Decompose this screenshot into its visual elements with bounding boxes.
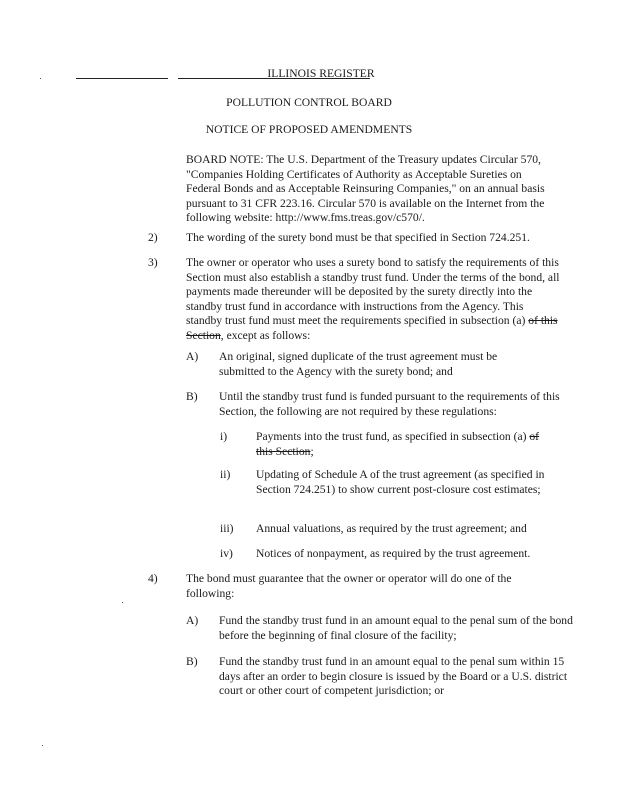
- register-title: ILLINOIS REGISTER: [267, 67, 375, 80]
- item-3-struck-text: of this Section: [186, 314, 558, 342]
- item-3biii-text: Annual valuations, as required by the trust agreement; and: [256, 522, 527, 535]
- item-3biv-number: iv): [220, 547, 233, 560]
- item-3biii-number: iii): [220, 522, 234, 535]
- item-3-text: [186, 256, 560, 344]
- item-4a-number: A): [186, 614, 199, 627]
- item-2-text: The wording of the surety bond must be that specified in Section 724.251.: [186, 231, 530, 244]
- item-3bii-number: ii): [220, 468, 231, 481]
- item-2-number: 2): [148, 231, 158, 244]
- item-4b-text: Fund the standby trust fund in an amount equal to the penal sum within 15 days after an order to begin closure is issued by the Board or a U.S. district court or other court of competent jurisdiction; or: [219, 655, 568, 698]
- item-3bii-text: Updating of Schedule A of the trust agreement (as specified in Section 724.251) to show current post-closure cost estimates;: [256, 468, 545, 496]
- board-note: BOARD NOTE: The U.S. Department of the Treasury updates Circular 570, "Companies Holding Certificates of Authority as Acceptable Sureties on Federal Bonds and as Acceptable Reinsuring Companies," on an annual basis pursuant to 31 CFR 223.16. Circular 570 is available on the Internet from the following website: http://www.fms.treas.gov/c570/.: [186, 153, 545, 225]
- item-3bi-text-before: Payments into the trust fund, as specified in subsection (a): [256, 430, 530, 443]
- item-3a-text: An original, signed duplicate of the trust agreement must be submitted to the Agency with the surety bond; and: [219, 350, 498, 378]
- item-4b-number: B): [186, 655, 198, 668]
- item-3-text-before: The owner or operator who uses a surety bond to satisfy the requirements of this Section must also establish a standby trust fund. Under the terms of the bond, all payments made thereunder will be deposited by the surety directly into the standby trust fund in accordance with instructions from the Agency. This standby trust fund must meet the requirements specified in subsection (a): [186, 256, 560, 328]
- item-3bi-number: i): [220, 430, 228, 443]
- scan-speck: [42, 745, 43, 746]
- item-3bi-struck-text: of this Section: [256, 430, 540, 458]
- board-title: POLLUTION CONTROL BOARD: [226, 96, 392, 109]
- item-4a-text: Fund the standby trust fund in an amount equal to the penal sum of the bond before the beginning of final closure of the facility;: [219, 614, 573, 642]
- item-4-text: The bond must guarantee that the owner or operator will do one of the following:: [186, 572, 512, 600]
- item-3-text-after: , except as follows:: [220, 328, 311, 342]
- item-3bi-text-after: ;: [310, 444, 314, 458]
- item-3b-text: Until the standby trust fund is funded pursuant to the requirements of this Section, the following are not required by these regulations:: [219, 390, 560, 418]
- item-3b-number: B): [186, 390, 198, 403]
- item-3bi-text: [256, 430, 556, 459]
- item-3biv-text: Notices of nonpayment, as required by the trust agreement.: [256, 547, 531, 560]
- item-3-number: 3): [148, 256, 158, 269]
- notice-title: NOTICE OF PROPOSED AMENDMENTS: [205, 123, 413, 136]
- item-4-number: 4): [148, 572, 158, 585]
- scan-speck: [122, 602, 123, 603]
- item-3a-number: A): [186, 350, 199, 363]
